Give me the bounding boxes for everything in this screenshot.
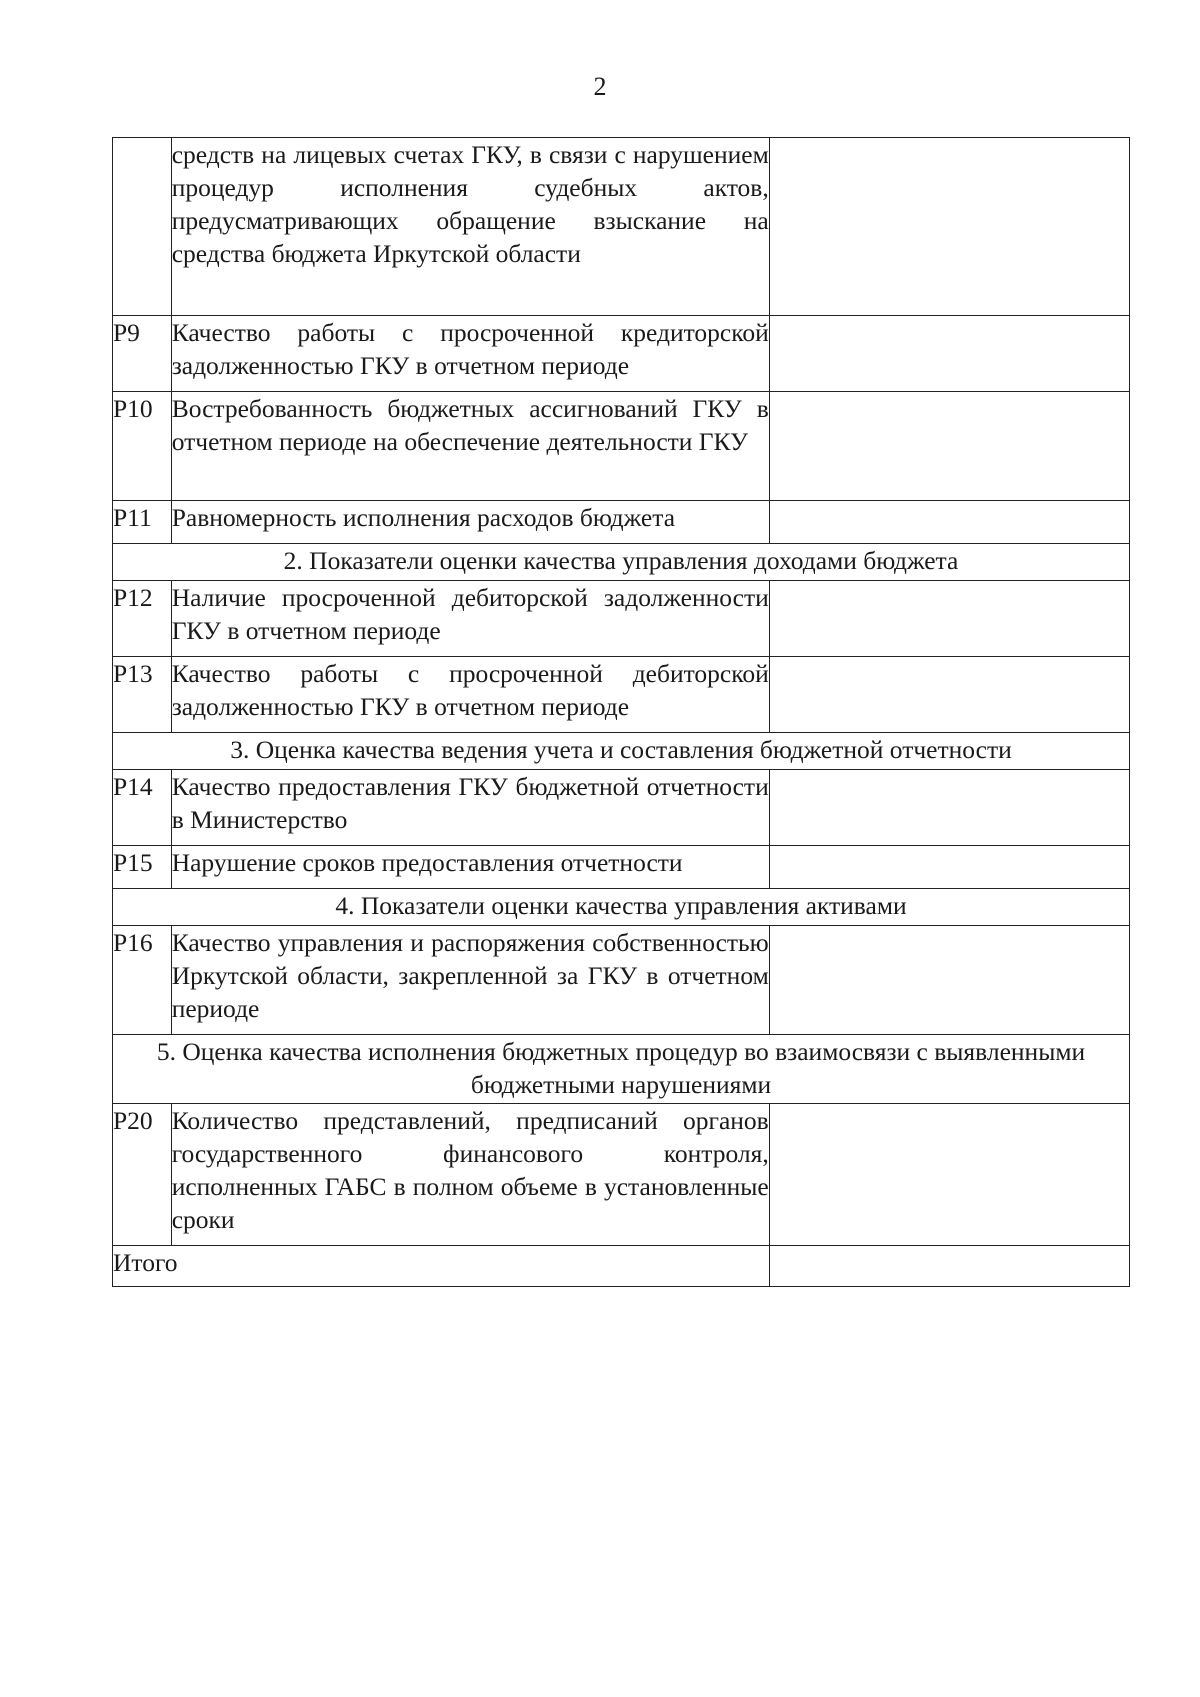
table-row [113, 657, 1130, 733]
section-row [113, 733, 1130, 770]
indicator-description: Количество представлений, предписаний органов государственного финансового контроля, исполненных ГАБС в полном объеме в установленные сроки [171, 1104, 769, 1246]
page-number: 2 [593, 72, 607, 101]
indicator-code: Р10 [113, 392, 172, 501]
indicator-value-cell [769, 316, 1129, 392]
section-heading: 4. Показатели оценки качества управления активами [113, 889, 1130, 926]
table-row [113, 770, 1130, 846]
total-label: Итого [113, 1246, 770, 1287]
indicator-value-cell [769, 581, 1129, 657]
indicator-value-cell [769, 657, 1129, 733]
table-row [113, 501, 1130, 544]
indicator-description: Качество работы с просроченной дебиторской задолженностью ГКУ в отчетном периоде [171, 657, 769, 733]
table-row [113, 1104, 1130, 1246]
section-heading: 5. Оценка качества исполнения бюджетных процедур во взаимосвязи с выявленными бюджетными нарушениями [113, 1035, 1130, 1104]
indicator-description: Нарушение сроков предоставления отчетности [171, 846, 769, 889]
indicator-code: Р9 [113, 316, 172, 392]
indicator-value-cell [769, 392, 1129, 501]
table-row [113, 316, 1130, 392]
indicator-description: Востребованность бюджетных ассигнований ГКУ в отчетном периоде на обеспечение деятельности ГКУ [171, 392, 769, 501]
table-row [113, 392, 1130, 501]
section-heading: 3. Оценка качества ведения учета и составления бюджетной отчетности [113, 733, 1130, 770]
indicator-code: Р16 [113, 926, 172, 1035]
table-row [113, 138, 1130, 316]
table-row [113, 581, 1130, 657]
indicator-value-cell [769, 846, 1129, 889]
indicator-value-cell [769, 501, 1129, 544]
indicator-code: Р15 [113, 846, 172, 889]
indicators-table [112, 137, 1130, 1287]
total-value-cell [769, 1246, 1129, 1287]
table-row [113, 926, 1130, 1035]
indicator-value-cell [769, 1104, 1129, 1246]
indicator-value-cell [769, 770, 1129, 846]
indicator-code: Р12 [113, 581, 172, 657]
indicator-description: Наличие просроченной дебиторской задолженности ГКУ в отчетном периоде [171, 581, 769, 657]
section-row [113, 889, 1130, 926]
indicator-code [113, 138, 172, 316]
indicator-code: Р14 [113, 770, 172, 846]
section-heading: 2. Показатели оценки качества управления доходами бюджета [113, 544, 1130, 581]
total-row [113, 1246, 1130, 1287]
indicator-code: Р20 [113, 1104, 172, 1246]
indicator-code: Р11 [113, 501, 172, 544]
indicator-code: Р13 [113, 657, 172, 733]
indicator-description: Качество работы с просроченной кредиторской задолженностью ГКУ в отчетном периоде [171, 316, 769, 392]
section-row [113, 544, 1130, 581]
table-row [113, 846, 1130, 889]
indicator-value-cell [769, 926, 1129, 1035]
indicator-description: Качество предоставления ГКУ бюджетной отчетности в Министерство [171, 770, 769, 846]
indicator-description: средств на лицевых счетах ГКУ, в связи с нарушением процедур исполнения судебных актов, предусматривающих обращение взыскание на средства бюджета Иркутской области [171, 138, 769, 316]
indicator-description: Качество управления и распоряжения собственностью Иркутской области, закрепленной за ГКУ в отчетном периоде [171, 926, 769, 1035]
indicator-description: Равномерность исполнения расходов бюджета [171, 501, 769, 544]
indicator-value-cell [769, 138, 1129, 316]
section-row [113, 1035, 1130, 1104]
